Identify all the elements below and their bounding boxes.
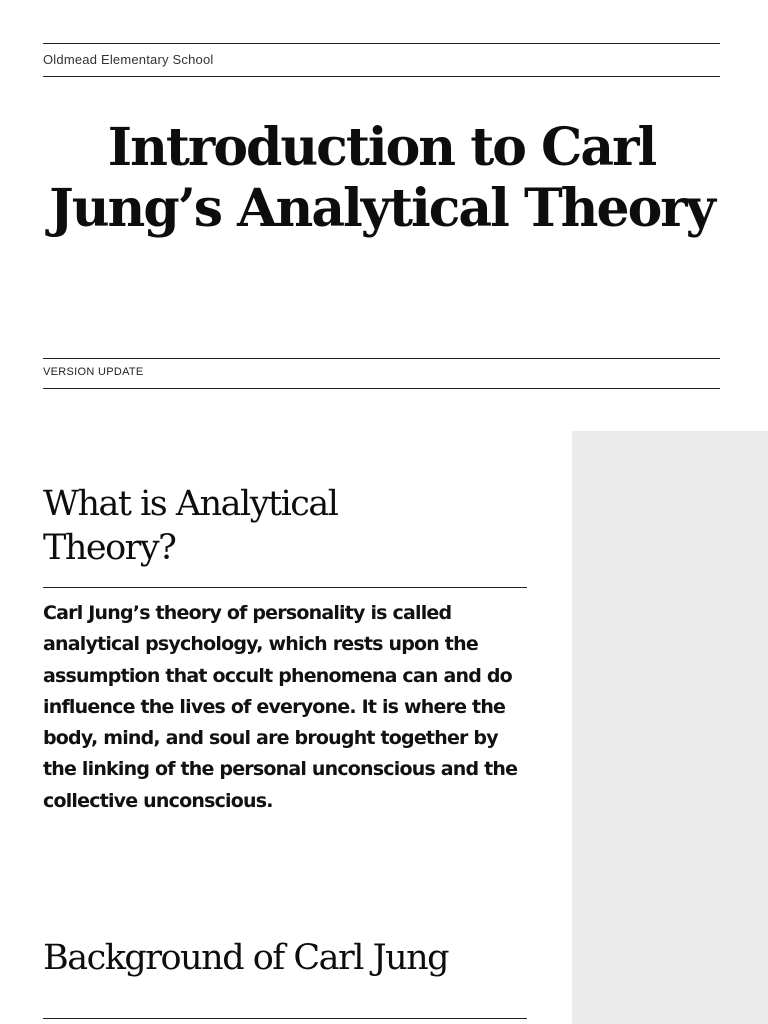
header-bottom-rule	[43, 76, 720, 77]
section-heading-analytical-theory: What is Analytical Theory?	[43, 484, 338, 568]
version-label: VERSION UPDATE	[43, 366, 144, 378]
school-name: Oldmead Elementary School	[43, 52, 214, 67]
version-top-rule	[43, 358, 720, 359]
section-body-analytical-theory: Carl Jung’s theory of personality is called analytical psychology, which rests upon the assumption that occult phenomena can and do influence the lives of everyone. It is where the body, mind, and soul are brought together by the linking of the personal unconscious and the collective unconscious.	[43, 602, 518, 812]
document-title: Introduction to Carl Jung’s Analytical Theory	[49, 117, 714, 239]
section-divider-2	[43, 1018, 527, 1019]
section-divider-1	[43, 587, 527, 588]
version-bottom-rule	[43, 388, 720, 389]
top-rule	[43, 43, 720, 44]
side-panel	[572, 431, 768, 1024]
section-heading-background: Background of Carl Jung	[43, 938, 449, 978]
